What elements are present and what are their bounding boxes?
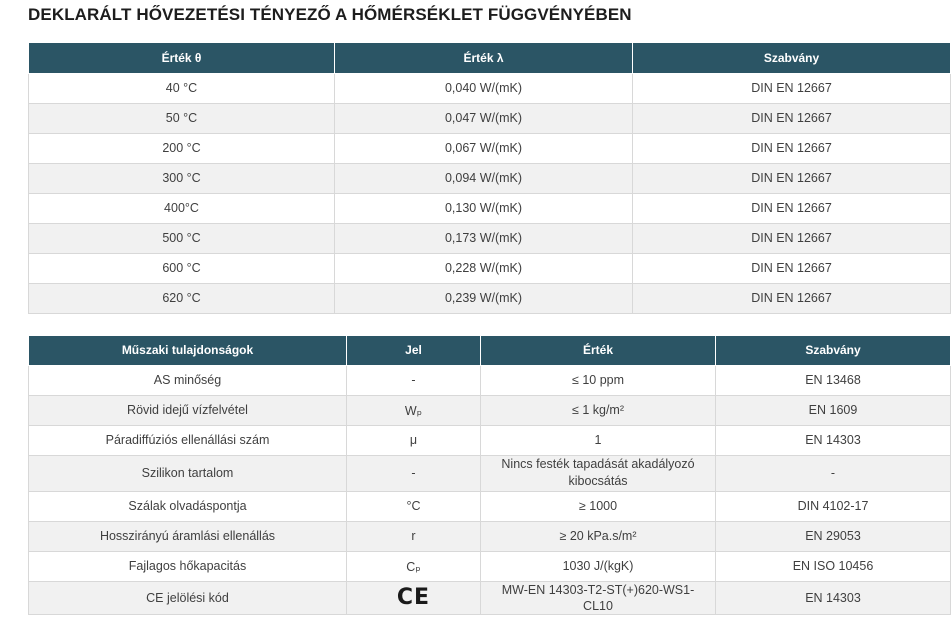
value-cell: ≤ 10 ppm xyxy=(481,365,716,395)
standard-cell: EN 13468 xyxy=(716,365,951,395)
table-row xyxy=(29,365,951,395)
table-header-row xyxy=(29,336,951,365)
symbol-cell: - xyxy=(347,455,481,491)
value-cell: 1 xyxy=(481,425,716,455)
temperature-cell: 400°C xyxy=(29,193,335,223)
temperature-cell: 300 °C xyxy=(29,163,335,193)
table-row xyxy=(29,455,951,491)
temperature-cell: 50 °C xyxy=(29,103,335,133)
conductivity-table xyxy=(28,43,951,314)
standard-cell: DIN EN 12667 xyxy=(633,283,951,313)
lambda-cell: 0,040 W/(mK) xyxy=(335,73,633,103)
value-cell: ≤ 1 kg/m² xyxy=(481,395,716,425)
table-row xyxy=(29,521,951,551)
table-row xyxy=(29,551,951,581)
symbol-cell: Wₚ xyxy=(347,395,481,425)
standard-cell: EN 29053 xyxy=(716,521,951,551)
lambda-cell: 0,067 W/(mK) xyxy=(335,133,633,163)
temperature-cell: 620 °C xyxy=(29,283,335,313)
standard-cell: DIN EN 12667 xyxy=(633,133,951,163)
standard-cell: DIN EN 12667 xyxy=(633,73,951,103)
property-cell: CE jelölési kód xyxy=(29,581,347,614)
table-row xyxy=(29,395,951,425)
table-row xyxy=(29,253,951,283)
table-row xyxy=(29,283,951,313)
column-header: Érték λ xyxy=(335,43,633,73)
property-cell: Szálak olvadáspontja xyxy=(29,491,347,521)
standard-cell: EN ISO 10456 xyxy=(716,551,951,581)
standard-cell: DIN EN 12667 xyxy=(633,253,951,283)
standard-cell: EN 14303 xyxy=(716,581,951,614)
value-cell: ≥ 20 kPa.s/m² xyxy=(481,521,716,551)
lambda-cell: 0,173 W/(mK) xyxy=(335,223,633,253)
technical-properties-table xyxy=(28,336,951,615)
temperature-cell: 40 °C xyxy=(29,73,335,103)
page-title: DEKLARÁLT HŐVEZETÉSI TÉNYEZŐ A HŐMÉRSÉKLET FÜGGVÉNYÉBEN xyxy=(28,5,632,24)
symbol-cell: - xyxy=(347,365,481,395)
property-cell: Hosszirányú áramlási ellenállás xyxy=(29,521,347,551)
column-header: Érték xyxy=(481,336,716,365)
standard-cell: EN 1609 xyxy=(716,395,951,425)
column-header: Szabvány xyxy=(716,336,951,365)
standard-cell: DIN EN 12667 xyxy=(633,103,951,133)
symbol-cell: Cₚ xyxy=(347,551,481,581)
temperature-cell: 500 °C xyxy=(29,223,335,253)
standard-cell: DIN EN 12667 xyxy=(633,223,951,253)
property-cell: Páradiffúziós ellenállási szám xyxy=(29,425,347,455)
table-row xyxy=(29,163,951,193)
table-row xyxy=(29,581,951,614)
lambda-cell: 0,094 W/(mK) xyxy=(335,163,633,193)
table-header-row xyxy=(29,43,951,73)
column-header: Szabvány xyxy=(633,43,951,73)
symbol-cell: °C xyxy=(347,491,481,521)
temperature-cell: 600 °C xyxy=(29,253,335,283)
table-row xyxy=(29,103,951,133)
value-cell: ≥ 1000 xyxy=(481,491,716,521)
property-cell: Fajlagos hőkapacitás xyxy=(29,551,347,581)
lambda-cell: 0,228 W/(mK) xyxy=(335,253,633,283)
table-row xyxy=(29,193,951,223)
column-header: Műszaki tulajdonságok xyxy=(29,336,347,365)
ce-mark-icon xyxy=(347,581,481,614)
property-cell: Szilikon tartalom xyxy=(29,455,347,491)
standard-cell: EN 14303 xyxy=(716,425,951,455)
value-cell: 1030 J/(kgK) xyxy=(481,551,716,581)
property-cell: AS minőség xyxy=(29,365,347,395)
property-cell: Rövid idejű vízfelvétel xyxy=(29,395,347,425)
standard-cell: DIN EN 12667 xyxy=(633,163,951,193)
lambda-cell: 0,239 W/(mK) xyxy=(335,283,633,313)
column-header: Jel xyxy=(347,336,481,365)
lambda-cell: 0,130 W/(mK) xyxy=(335,193,633,223)
table-row xyxy=(29,223,951,253)
column-header: Érték θ xyxy=(29,43,335,73)
table-row xyxy=(29,73,951,103)
standard-cell: DIN EN 12667 xyxy=(633,193,951,223)
symbol-cell: μ xyxy=(347,425,481,455)
ce-mark-text: CE xyxy=(396,585,431,610)
temperature-cell: 200 °C xyxy=(29,133,335,163)
value-cell: MW-EN 14303-T2-ST(+)620-WS1-CL10 xyxy=(481,581,716,614)
value-cell: Nincs festék tapadását akadályozó kibocsátás xyxy=(481,455,716,491)
table-row xyxy=(29,425,951,455)
lambda-cell: 0,047 W/(mK) xyxy=(335,103,633,133)
standard-cell: DIN 4102-17 xyxy=(716,491,951,521)
table-row xyxy=(29,133,951,163)
table-row xyxy=(29,491,951,521)
symbol-cell: r xyxy=(347,521,481,551)
standard-cell: - xyxy=(716,455,951,491)
